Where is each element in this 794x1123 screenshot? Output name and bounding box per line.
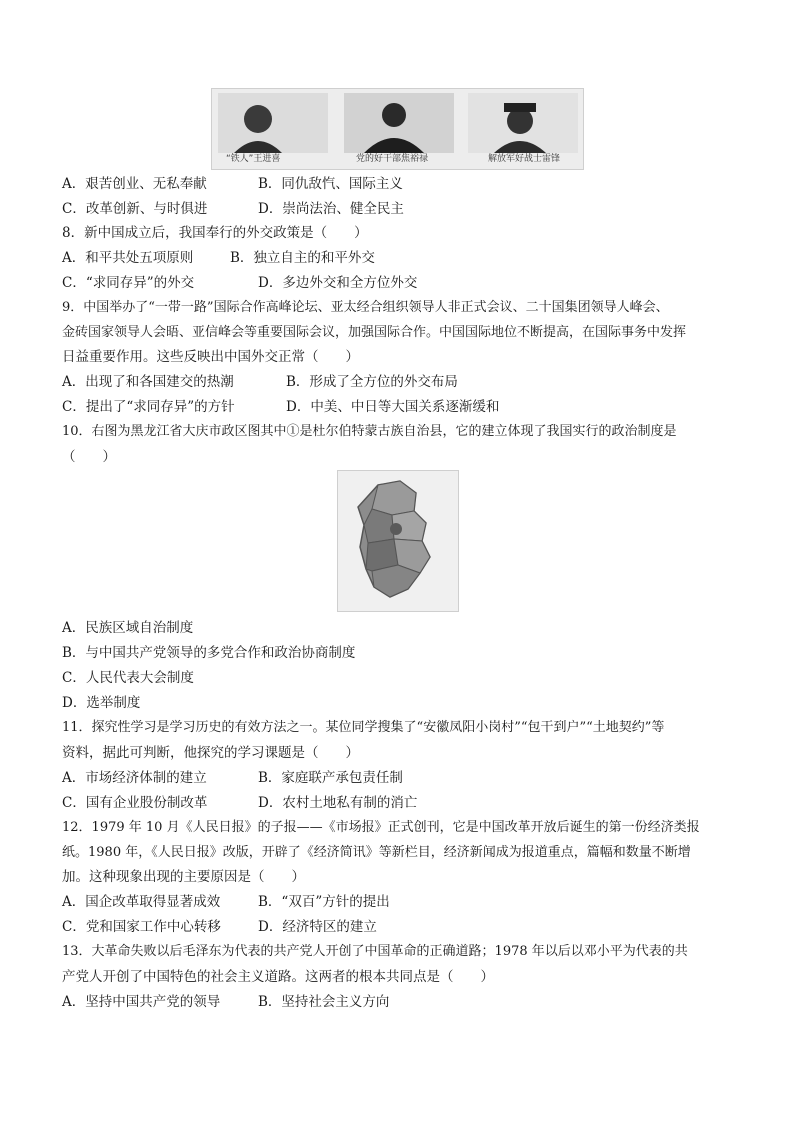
- q10-option-b[interactable]: B．与中国共产党领导的多党合作和政治协商制度: [62, 645, 356, 661]
- q13-option-a[interactable]: A．坚持中国共产党的领导: [62, 994, 221, 1010]
- q9-option-c[interactable]: C．提出了“求同存异”的方针: [62, 399, 235, 415]
- q10-stem-line-2: （ ）: [62, 449, 116, 465]
- q13-option-b[interactable]: B．坚持社会主义方向: [258, 994, 390, 1010]
- q8-option-a[interactable]: A．和平共处五项原则: [62, 250, 194, 266]
- q8-stem: 8．新中国成立后，我国奉行的外交政策是（ ）: [62, 225, 368, 241]
- q7-option-b[interactable]: B．同仇敌忾、国际主义: [258, 176, 403, 192]
- photo-lei-feng: [468, 93, 578, 153]
- q10-stem-line-1: 10．右图为黑龙江省大庆市政区图其中①是杜尔伯特蒙古族自治县，它的建立体现了我国实行的政治制度是: [62, 424, 677, 439]
- q9-stem-line-1: 9．中国举办了“一带一路”国际合作高峰论坛、亚太经合组织领导人非正式会议、二十国集团领导人峰会、: [62, 300, 669, 315]
- q10-option-d[interactable]: D．选举制度: [62, 695, 141, 711]
- q11-option-b[interactable]: B．家庭联产承包责任制: [258, 770, 403, 786]
- q12-stem-line-2: 纸。1980 年，《人民日报》改版，开辟了《经济简讯》等新栏目，经济新闻成为报道重点，篇幅和数量不断增: [62, 845, 691, 860]
- photo-caption-2: 党的好干部焦裕禄: [356, 154, 429, 164]
- q9-option-a[interactable]: A．出现了和各国建交的热潮: [62, 374, 234, 390]
- q13-stem-line-2: 产党人开创了中国特色的社会主义道路。这两者的根本共同点是（ ）: [62, 969, 494, 985]
- q8-option-row: [62, 248, 375, 268]
- q11-option-a[interactable]: A．市场经济体制的建立: [62, 770, 207, 786]
- q9-stem-line-3: 日益重要作用。这些反映出中国外交正常（ ）: [62, 349, 359, 365]
- q7-option-d[interactable]: D．崇尚法治、健全民主: [258, 201, 404, 217]
- q7-option-row: [62, 174, 403, 194]
- q8-option-row: [62, 273, 418, 293]
- q9-option-row: [62, 372, 458, 392]
- q8-option-b[interactable]: B．独立自主的和平外交: [230, 250, 375, 266]
- q13-stem-line-1: 13．大革命失败以后毛泽东为代表的共产党人开创了中国革命的正确道路；1978 年以后以邓小平为代表的共: [62, 944, 688, 959]
- q12-option-row: [62, 892, 390, 912]
- q9-option-b[interactable]: B．形成了全方位的外交布局: [286, 374, 458, 390]
- q12-option-d[interactable]: D．经济特区的建立: [258, 919, 377, 935]
- q9-option-d[interactable]: D．中美、中日等大国关系逐渐缓和: [286, 399, 500, 415]
- q11-option-row: [62, 793, 418, 813]
- q12-option-a[interactable]: A．国企改革取得显著成效: [62, 894, 221, 910]
- q7-option-c[interactable]: C．改革创新、与时俱进: [62, 201, 208, 217]
- q7-option-a[interactable]: A．艰苦创业、无私奉献: [62, 176, 207, 192]
- q7-option-row: [62, 199, 404, 219]
- q12-stem-line-3: 加。这种现象出现的主要原因是（ ）: [62, 869, 305, 885]
- q8-option-c[interactable]: C．“求同存异”的外交: [62, 275, 195, 291]
- q8-option-d[interactable]: D．多边外交和全方位外交: [258, 275, 418, 291]
- q9-stem-line-2: 金砖国家领导人会晤、亚信峰会等重要国际会议，加强国际合作。中国国际地位不断提高，在国际事务中发挥: [62, 325, 687, 340]
- q12-option-row: [62, 917, 377, 937]
- photo-wang-jinxi: [218, 93, 328, 153]
- q10-option-c[interactable]: C．人民代表大会制度: [62, 670, 194, 686]
- photo-caption-3: 解放军好战士雷锋: [488, 154, 561, 164]
- photo-caption-1: “铁人”王进喜: [226, 154, 281, 164]
- q10-option-a[interactable]: A．民族区域自治制度: [62, 620, 194, 636]
- daqing-map: [337, 470, 459, 612]
- q11-option-c[interactable]: C．国有企业股份制改革: [62, 795, 208, 811]
- q12-option-b[interactable]: B．“双百”方针的提出: [258, 894, 390, 910]
- q11-stem-line-2: 资料，据此可判断，他探究的学习课题是（ ）: [62, 745, 359, 761]
- q11-option-row: [62, 768, 403, 788]
- q13-option-row: [62, 992, 390, 1012]
- photo-jiao-yulu: [344, 93, 454, 153]
- photo-strip: [211, 88, 584, 170]
- q12-stem-line-1: 12．1979 年 10 月《人民日报》的子报——《市场报》正式创刊，它是中国改革开放后诞生的第一份经济类报: [62, 820, 700, 835]
- q12-option-c[interactable]: C．党和国家工作中心转移: [62, 919, 221, 935]
- q9-option-row: [62, 397, 500, 417]
- q11-option-d[interactable]: D．农村土地私有制的消亡: [258, 795, 418, 811]
- q11-stem-line-1: 11．探究性学习是学习历史的有效方法之一。某位同学搜集了“安徽凤阳小岗村”“包干到户”“土地契约”等: [62, 720, 665, 735]
